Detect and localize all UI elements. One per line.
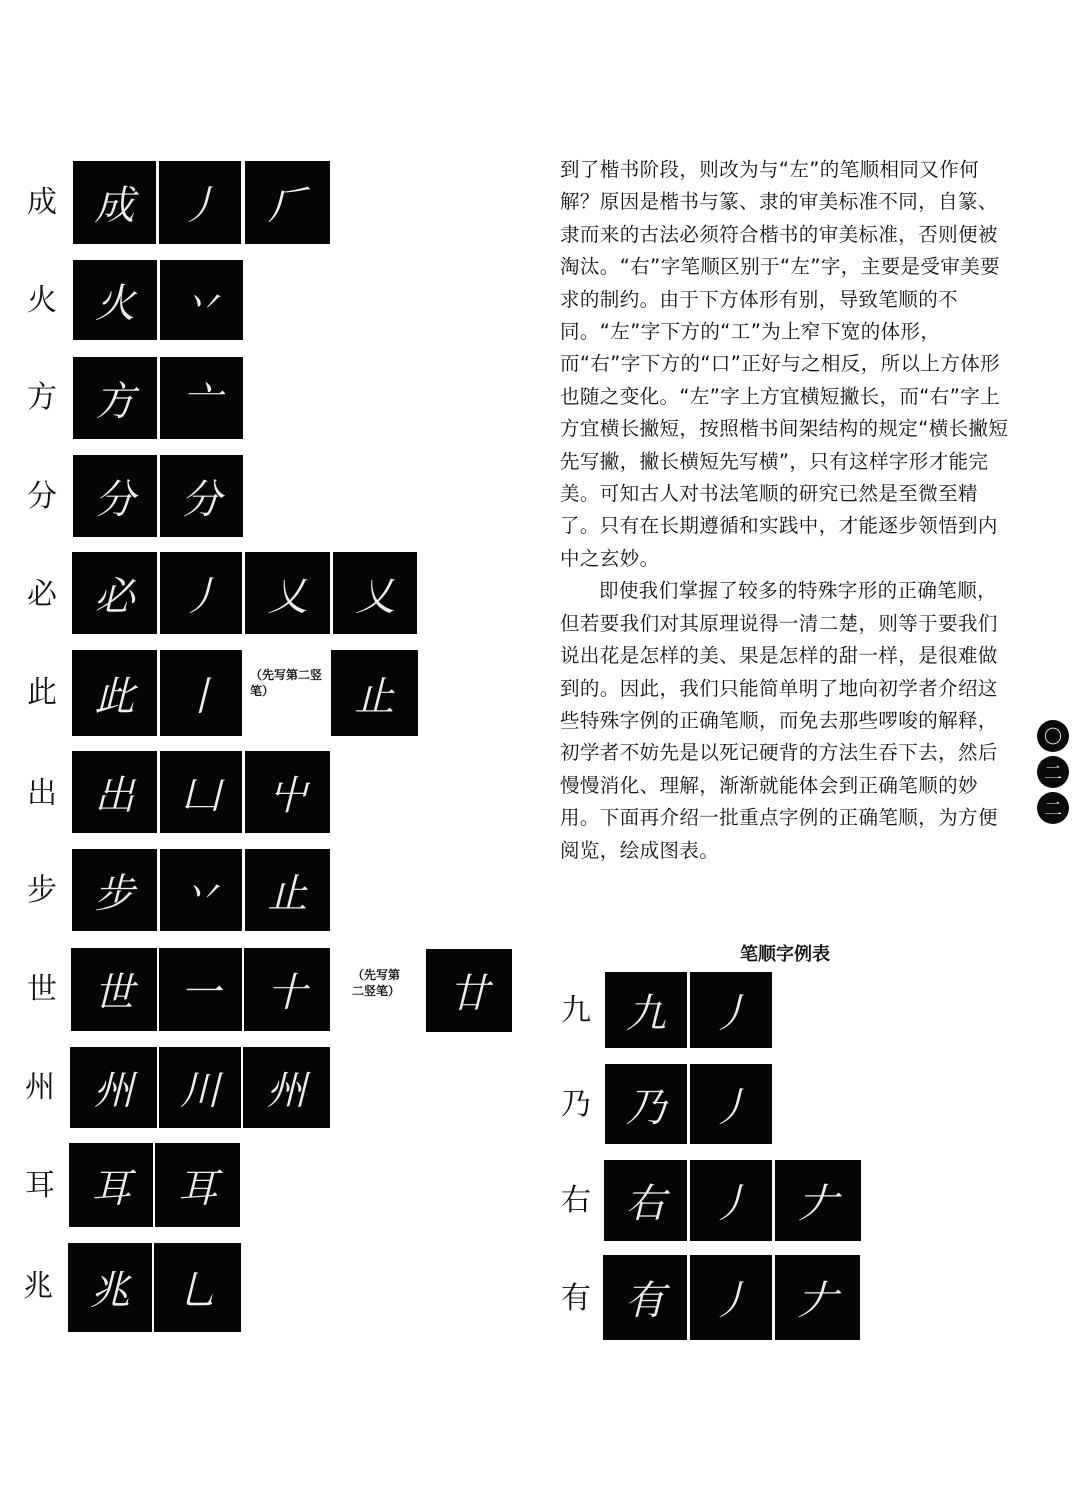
- stroke-cell: 十: [244, 948, 330, 1031]
- row-char-label: 步: [27, 873, 57, 908]
- stroke-note: （先写第二竖笔）: [352, 968, 401, 998]
- stroke-cell: 兆: [68, 1243, 152, 1332]
- stroke-cell: 方: [73, 357, 157, 439]
- row-char-label: 耳: [25, 1168, 55, 1203]
- stroke-cell: 𠂇: [775, 1255, 860, 1340]
- stroke-cell: 一: [159, 948, 242, 1031]
- row-char-label: 有: [561, 1281, 591, 1316]
- page-digit: 二: [1037, 792, 1069, 824]
- stroke-cell: 成: [73, 161, 156, 244]
- page-digit: 〇: [1037, 720, 1069, 752]
- paragraph-1: 到了楷书阶段，则改为与“左”的笔顺相同又作何解？原因是楷书与篆、隶的审美标准不同，自篆、隶而来的古法必须符合楷书的审美标准，否则便被淘汰。“右”字笔顺区别于“左”字，主要是受审美要求的制约。由于下方体形有别，导致笔顺的不同。“左”字下方的“工”为上窄下宽的体形，而“右”字下方的“口”正好与之相反，所以上方体形也随之变化。“左”字上方宜横短撇长，而“右”字上方宜横长撇短，按照楷书间架结构的规定“横长撇短先写撇，撇长横短先写横”，只有这样字形才能完美。可知古人对书法笔顺的研究已然是至微至精了。只有在长期遵循和实践中，才能逐步领悟到内中之玄妙。: [560, 158, 1009, 570]
- stroke-cell: 止: [245, 849, 330, 931]
- stroke-cell: 分: [160, 455, 243, 537]
- row-char-label: 必: [27, 577, 57, 612]
- stroke-cell: 乂: [245, 552, 330, 634]
- stroke-cell: 丿: [690, 1064, 772, 1144]
- stroke-cell: 九: [605, 972, 687, 1048]
- row-char-label: 出: [27, 776, 57, 811]
- stroke-cell: 丿: [690, 1255, 772, 1340]
- row-char-label: 此: [27, 675, 57, 710]
- stroke-cell: 凵: [160, 751, 242, 833]
- row-char-label: 成: [27, 185, 57, 220]
- stroke-cell: 丷: [160, 260, 243, 340]
- stroke-cell: 丿: [690, 972, 772, 1048]
- stroke-note: （先写第二竖笔）: [250, 668, 323, 698]
- stroke-cell: 丿: [690, 1160, 772, 1241]
- row-char-label: 分: [27, 479, 57, 514]
- stroke-cell: 步: [72, 849, 157, 931]
- table-title: 笔顺字例表: [740, 944, 830, 965]
- page-number: [1037, 720, 1069, 824]
- stroke-cell: 此: [72, 650, 157, 736]
- row-char-label: 方: [27, 380, 57, 415]
- page-digit: 二: [1037, 756, 1069, 788]
- row-char-label: 兆: [23, 1269, 53, 1304]
- stroke-cell: 丿: [159, 161, 241, 244]
- stroke-cell: 廿: [426, 949, 512, 1032]
- stroke-cell: 右: [604, 1160, 687, 1241]
- row-char-label: 火: [27, 283, 57, 318]
- stroke-cell: 耳: [155, 1143, 240, 1227]
- stroke-cell: 屮: [245, 751, 330, 833]
- row-char-label: 世: [27, 972, 57, 1007]
- stroke-cell: 丿: [160, 552, 242, 634]
- stroke-cell: 世: [71, 948, 157, 1031]
- stroke-cell: 乂: [333, 552, 417, 634]
- stroke-cell: 乚: [154, 1243, 241, 1332]
- row-char-label: 九: [561, 993, 591, 1028]
- body-text: [560, 154, 1010, 867]
- stroke-cell: 州: [243, 1047, 330, 1128]
- row-char-label: 右: [561, 1183, 591, 1218]
- stroke-cell: 州: [70, 1047, 157, 1128]
- stroke-cell: 火: [73, 260, 157, 340]
- stroke-cell: 𠂇: [775, 1160, 861, 1241]
- stroke-cell: 川: [159, 1047, 241, 1128]
- stroke-cell: 𠂆: [245, 161, 330, 244]
- stroke-cell: 分: [73, 455, 157, 537]
- stroke-cell: 丷: [160, 849, 242, 931]
- paragraph-2: 即使我们掌握了较多的特殊字形的正确笔顺，但若要我们对其原理说得一清二楚，则等于要我们说出花是怎样的美、果是怎样的甜一样，是很难做到的。因此，我们只能简单明了地向初学者介绍这些特殊字例的正确笔顺，而免去那些啰唆的解释，初学者不妨先是以死记硬背的方法生吞下去，然后慢慢消化、理解，渐渐就能体会到正确笔顺的妙用。下面再介绍一批重点字例的正确笔顺，为方便阅览，绘成图表。: [560, 579, 998, 862]
- stroke-cell: 必: [72, 552, 157, 634]
- stroke-cell: 亠: [160, 357, 243, 439]
- stroke-cell: 丨: [160, 650, 242, 736]
- stroke-cell: 有: [603, 1255, 687, 1340]
- stroke-cell: 止: [331, 650, 418, 736]
- row-char-label: 乃: [561, 1087, 591, 1122]
- row-char-label: 州: [25, 1070, 55, 1105]
- stroke-cell: 乃: [605, 1064, 687, 1144]
- stroke-cell: 出: [72, 751, 157, 833]
- stroke-cell: 耳: [69, 1143, 153, 1227]
